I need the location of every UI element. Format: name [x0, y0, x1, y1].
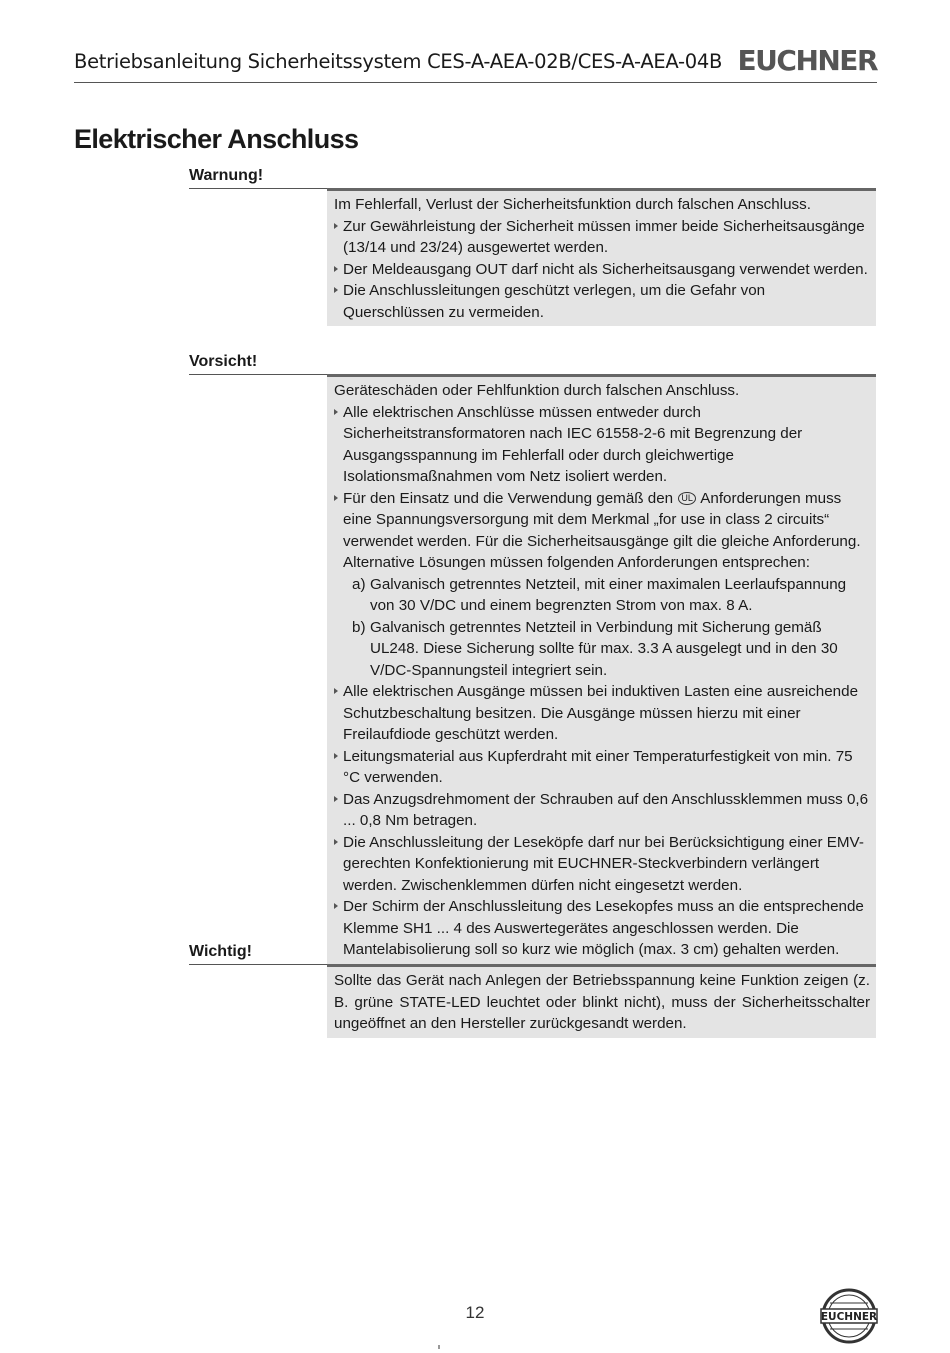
important-text: Sollte das Gerät nach Anlegen der Betriebsspannung keine Funktion zeigen (z. B. grüne STATE-LED leuchtet oder blinkt nicht), muss der Sicherheitsschalter ungeöffnet an den Hersteller zurückgesandt werden.: [334, 972, 870, 1032]
caution-bullet: Für den Einsatz und die Verwendung gemäß den UL Anforderungen muss eine Spannungsversorgung mit dem Merkmal „for use in class 2 circuits“ verwendet werden. Für die Sicherheitsausgänge gilt die gleiche Anforderung. Alternative Lösungen müssen folgenden Anforderungen entsprechen:: [334, 488, 870, 574]
warning-bullet: Der Meldeausgang OUT darf nicht als Sicherheitsausgang verwendet werden.: [334, 259, 870, 281]
bullet-arrow-icon: [334, 266, 338, 272]
bullet-arrow-icon: [334, 495, 338, 501]
caution-label: Vorsicht!: [189, 353, 258, 370]
brand-logo: EUCHNER: [737, 44, 877, 77]
bullet-arrow-icon: [334, 903, 338, 909]
bullet-arrow-icon: [334, 688, 338, 694]
bullet-arrow-icon: [334, 287, 338, 293]
warning-rule: [189, 188, 876, 189]
important-block: [189, 942, 876, 1038]
caution-box: [327, 375, 876, 964]
warning-box: [327, 189, 876, 326]
page-header: [74, 44, 877, 83]
caution-bullet: Alle elektrischen Ausgänge müssen bei induktiven Lasten eine ausreichende Schutzbeschaltung besitzen. Die Ausgänge müssen hierzu mit einer Freilaufdiode geschützt werden.: [334, 681, 870, 746]
caution-bullet: Leitungsmaterial aus Kupferdraht mit einer Temperaturfestigkeit von min. 75 °C verwenden.: [334, 746, 870, 789]
bullet-arrow-icon: [334, 223, 338, 229]
bullet-arrow-icon: [334, 839, 338, 845]
bullet-arrow-icon: [334, 409, 338, 415]
caution-bullet: Die Anschlussleitung der Leseköpfe darf nur bei Berücksichtigung einer EMV-gerechten Konfektionierung mit EUCHNER-Steckverbindern verlängert werden. Zwischenklemmen dürfen nicht eingesetzt werden.: [334, 832, 870, 897]
euchner-seal-logo: [820, 1287, 878, 1345]
document-title: Betriebsanleitung Sicherheitssystem CES-A-AEA-02B/CES-A-AEA-04B: [74, 50, 723, 73]
footer-dot: [438, 1345, 440, 1349]
page-number: 12: [465, 1303, 485, 1322]
important-label: Wichtig!: [189, 943, 252, 960]
caution-bullet: Alle elektrischen Anschlüsse müssen entweder durch Sicherheitstransformatoren nach IEC 61558-2-6 mit Begrenzung der Ausgangsspannung im Fehlerfall oder durch gleichwertige Isolationsmaßnahmen vom Netz isoliert werden.: [334, 402, 870, 488]
caution-sub-item: b) Galvanisch getrenntes Netzteil in Verbindung mit Sicherung gemäß UL248. Diese Sicherung sollte für max. 3.3 A ausgelegt und in den 30 V/DC-Spannungsteil integriert sein.: [352, 618, 838, 679]
caution-rule: [189, 374, 876, 375]
warning-label: Warnung!: [189, 167, 264, 184]
caution-bullet: Der Schirm der Anschlussleitung des Lesekopfes muss an die entsprechende Klemme SH1 ... 4 des Auswertegerätes angeschlossen werden. Die Mantelabisolierung soll so kurz wie möglich (max. 3 cm) gehalten werden.: [334, 896, 870, 961]
section-title: Elektrischer Anschluss: [74, 124, 359, 154]
warning-block: [189, 166, 876, 326]
ul-certification-icon: UL: [678, 492, 696, 505]
warning-bullet: Die Anschlussleitungen geschützt verlegen, um die Gefahr von Querschlüssen zu vermeiden.: [334, 280, 870, 323]
important-box: [327, 965, 876, 1038]
bullet-arrow-icon: [334, 796, 338, 802]
bullet-arrow-icon: [334, 753, 338, 759]
svg-text:EUCHNER: EUCHNER: [820, 1311, 878, 1323]
caution-bullet: Das Anzugsdrehmoment der Schrauben auf den Anschlussklemmen muss 0,6 ... 0,8 Nm betragen.: [334, 789, 870, 832]
caution-intro: Geräteschäden oder Fehlfunktion durch falschen Anschluss.: [334, 382, 740, 399]
warning-intro: Im Fehlerfall, Verlust der Sicherheitsfunktion durch falschen Anschluss.: [334, 196, 811, 213]
important-rule: [189, 964, 876, 965]
caution-block: [189, 352, 876, 964]
warning-bullet: Zur Gewährleistung der Sicherheit müssen immer beide Sicherheitsausgänge (13/14 und 23/24) ausgewertet werden.: [334, 216, 870, 259]
caution-sub-item: a) Galvanisch getrenntes Netzteil, mit einer maximalen Leerlaufspannung von 30 V/DC und einem begrenzten Strom von max. 8 A.: [352, 575, 847, 614]
